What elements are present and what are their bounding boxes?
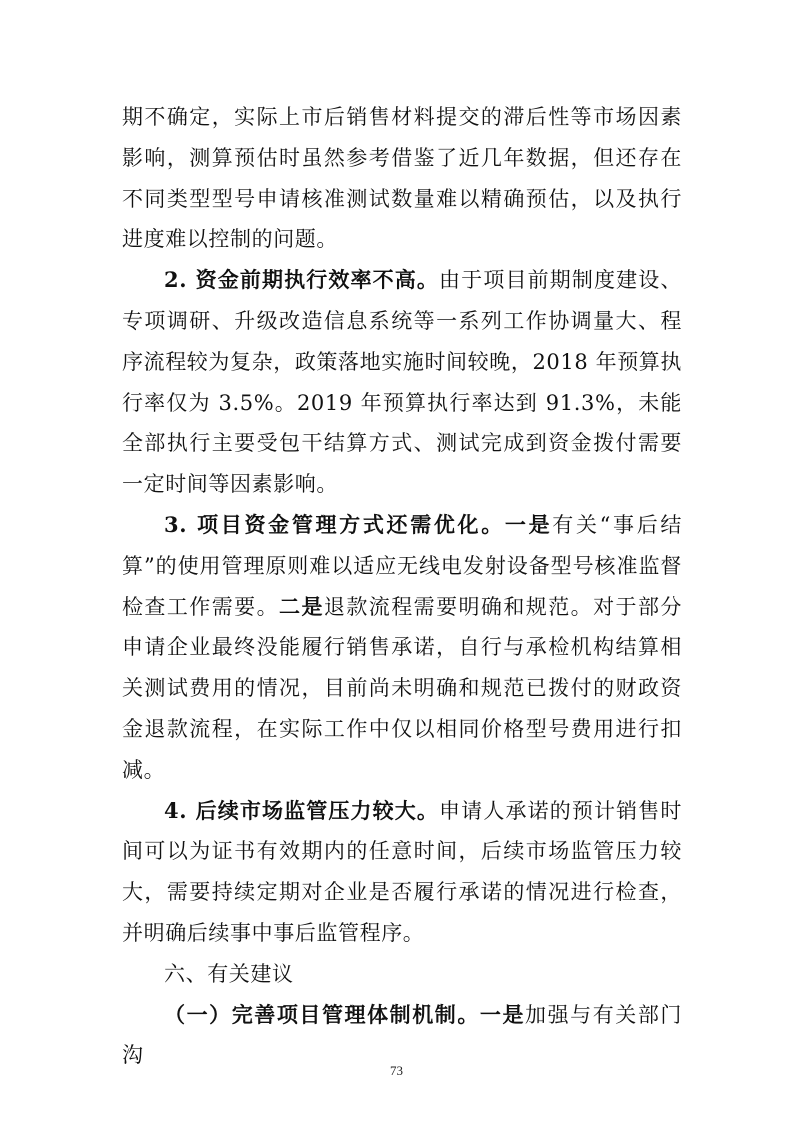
paragraph-2 [122, 260, 682, 505]
section-heading [122, 954, 682, 995]
paragraph-1 [122, 97, 682, 260]
paragraph-5-first-marker: 一是 [479, 1001, 526, 1027]
paragraph-3-second-marker: 二是 [279, 593, 324, 619]
paragraph-2-body: 由于项目前期制度建设、专项调研、升级改造信息系统等一系列工作协调量大、程序流程较为复杂，政策落地实施时间较晚，2018 年预算执行率仅为 3.5%。2019 年预算执行率达到 91.3%，未能全部执行主要受包干结算方式、测试完成到资金拨付需要一定时间等因素影响。 [122, 268, 682, 497]
paragraph-3-first-text: 有关“事后结算”的使用管理原则难以适应无线电发射设备型号核准监督检查工作需要。 [122, 512, 682, 619]
page-number: 73 [390, 1063, 403, 1078]
paragraph-2-heading: 2. 资金前期执行效率不高。 [164, 267, 440, 293]
body-text [122, 97, 682, 1076]
section-heading-text: 六、有关建议 [164, 961, 294, 986]
paragraph-1-text: 期不确定，实际上市后销售材料提交的滞后性等市场因素影响，测算预估时虽然参考借鉴了近几年数据，但还存在不同类型型号申请核准测试数量难以精确预估，以及执行进度难以控制的问题。 [122, 105, 682, 252]
paragraph-5-heading: （一）完善项目管理体制机制。 [164, 1001, 480, 1027]
paragraph-3-second-text: 退款流程需要明确和规范。对于部分申请企业最终没能履行销售承诺，自行与承检机构结算相关测试费用的情况，目前尚未明确和规范已拨付的财政资金退款流程，在实际工作中仅以相同价格型号费用进行扣减。 [122, 594, 682, 782]
paragraph-4-heading: 4. 后续市场监管压力较大。 [164, 797, 440, 823]
paragraph-3-first-marker: 一是 [504, 511, 553, 537]
paragraph-5-first-text: 加强与有关部门沟 [122, 1002, 683, 1068]
paragraph-4-body: 申请人承诺的预计销售时间可以为证书有效期内的任意时间，后续市场监管压力较大，需要持续定期对企业是否履行承诺的情况进行检查，并明确后续事中事后监管程序。 [122, 798, 682, 945]
paragraph-4 [122, 791, 682, 954]
paragraph-3 [122, 505, 682, 791]
paragraph-3-heading: 3. 项目资金管理方式还需优化。 [164, 511, 505, 537]
